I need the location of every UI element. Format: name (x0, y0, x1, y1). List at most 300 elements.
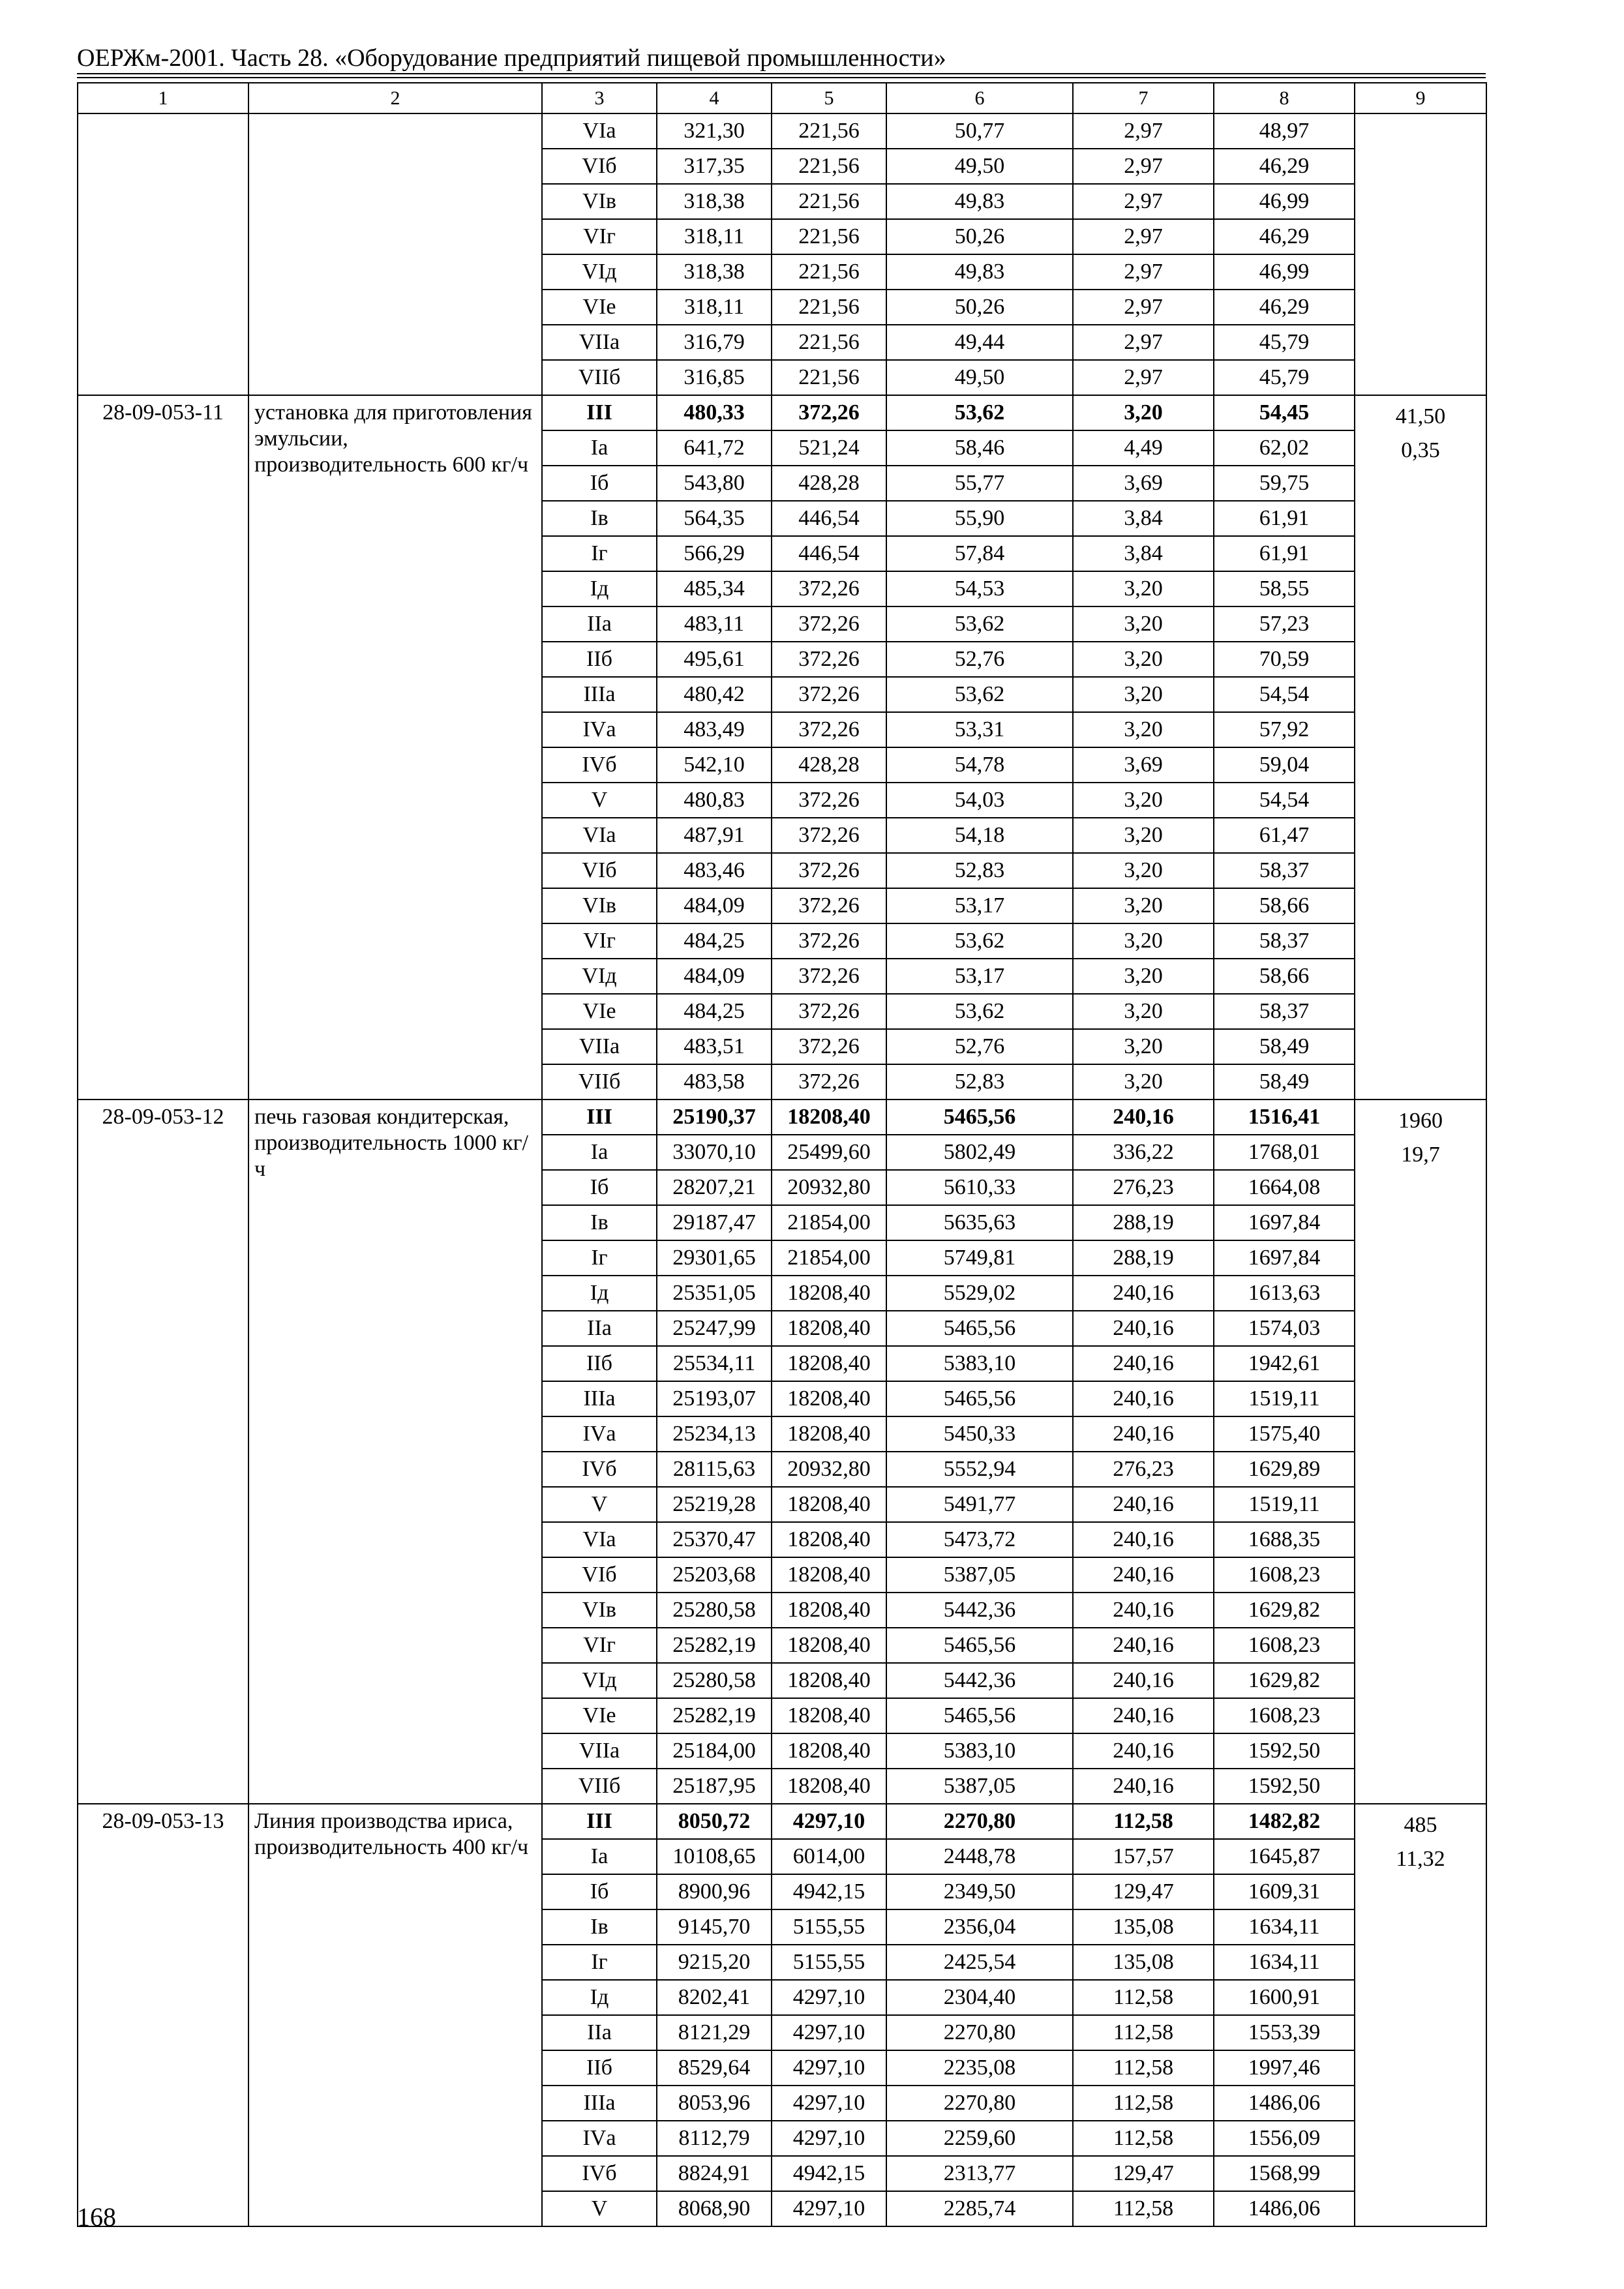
value-cell: 5465,56 (886, 1698, 1073, 1733)
resource-table (77, 82, 1487, 2227)
column-number: 3 (542, 83, 657, 113)
value-cell: 318,11 (657, 290, 772, 325)
zone-label: IIа (542, 1311, 657, 1346)
note-value: 1960 (1398, 1109, 1443, 1133)
rate-code: 28-09-053-13 (78, 1804, 248, 2226)
value-cell: 18208,40 (772, 1557, 886, 1593)
value-cell: 372,26 (772, 571, 886, 606)
notes-cell (1355, 1804, 1486, 2226)
value-cell: 5442,36 (886, 1593, 1073, 1628)
column-number: 4 (657, 83, 772, 113)
table-body (78, 83, 1486, 2226)
value-cell: 1608,23 (1214, 1557, 1355, 1593)
value-cell: 1942,61 (1214, 1346, 1355, 1381)
header-rule-top (77, 73, 1486, 74)
value-cell: 58,55 (1214, 571, 1355, 606)
value-cell: 25534,11 (657, 1346, 772, 1381)
value-cell: 53,17 (886, 959, 1073, 994)
value-cell: 58,46 (886, 430, 1073, 466)
value-cell: 50,77 (886, 113, 1073, 149)
table-row (78, 395, 1486, 430)
value-cell: 495,61 (657, 642, 772, 677)
header-rule-bottom (77, 77, 1486, 78)
value-cell: 112,58 (1073, 1980, 1214, 2015)
value-cell: 18208,40 (772, 1769, 886, 1804)
value-cell: 18208,40 (772, 1311, 886, 1346)
value-cell: 221,56 (772, 219, 886, 254)
zone-label: V (542, 783, 657, 818)
value-cell: 55,77 (886, 466, 1073, 501)
zone-label: IIа (542, 606, 657, 642)
value-cell: 2356,04 (886, 1909, 1073, 1945)
value-cell: 25184,00 (657, 1733, 772, 1769)
value-cell: 221,56 (772, 254, 886, 290)
value-cell: 18208,40 (772, 1628, 886, 1663)
value-cell: 483,51 (657, 1029, 772, 1064)
value-cell: 5465,56 (886, 1381, 1073, 1416)
value-cell: 3,84 (1073, 536, 1214, 571)
value-cell: 1629,89 (1214, 1452, 1355, 1487)
value-cell: 112,58 (1073, 1804, 1214, 1839)
value-cell: 8529,64 (657, 2050, 772, 2086)
value-cell: 3,20 (1073, 818, 1214, 853)
value-cell: 54,78 (886, 747, 1073, 783)
note-value: 41,50 (1395, 404, 1446, 428)
value-cell: 240,16 (1073, 1346, 1214, 1381)
value-cell: 641,72 (657, 430, 772, 466)
value-cell: 18208,40 (772, 1593, 886, 1628)
value-cell: 29301,65 (657, 1240, 772, 1276)
value-cell: 4297,10 (772, 1980, 886, 2015)
value-cell: 5450,33 (886, 1416, 1073, 1452)
value-cell: 5465,56 (886, 1100, 1073, 1135)
value-cell: 428,28 (772, 747, 886, 783)
value-cell: 61,91 (1214, 501, 1355, 536)
value-cell: 372,26 (772, 783, 886, 818)
zone-label: Iб (542, 1874, 657, 1909)
zone-label: IIIа (542, 1381, 657, 1416)
value-cell: 372,26 (772, 606, 886, 642)
value-cell: 48,97 (1214, 113, 1355, 149)
zone-label: VIб (542, 1557, 657, 1593)
value-cell: 372,26 (772, 818, 886, 853)
value-cell: 484,25 (657, 994, 772, 1029)
value-cell: 18208,40 (772, 1698, 886, 1733)
value-cell: 3,20 (1073, 712, 1214, 747)
value-cell: 318,38 (657, 254, 772, 290)
value-cell: 25190,37 (657, 1100, 772, 1135)
value-cell: 428,28 (772, 466, 886, 501)
value-cell: 25234,13 (657, 1416, 772, 1452)
value-cell: 240,16 (1073, 1522, 1214, 1557)
zone-label: VIе (542, 994, 657, 1029)
value-cell: 59,04 (1214, 747, 1355, 783)
value-cell: 484,09 (657, 959, 772, 994)
value-cell: 543,80 (657, 466, 772, 501)
value-cell: 321,30 (657, 113, 772, 149)
value-cell: 3,20 (1073, 959, 1214, 994)
value-cell: 446,54 (772, 536, 886, 571)
column-number: 6 (886, 83, 1073, 113)
value-cell: 1664,08 (1214, 1170, 1355, 1205)
value-cell: 3,20 (1073, 677, 1214, 712)
value-cell: 8112,79 (657, 2121, 772, 2156)
value-cell: 564,35 (657, 501, 772, 536)
zone-label: VIIб (542, 1769, 657, 1804)
zone-label: Iб (542, 1170, 657, 1205)
value-cell: 8068,90 (657, 2191, 772, 2226)
value-cell: 5635,63 (886, 1205, 1073, 1240)
value-cell: 58,49 (1214, 1064, 1355, 1100)
value-cell: 5610,33 (886, 1170, 1073, 1205)
zone-label: VIв (542, 888, 657, 923)
value-cell: 21854,00 (772, 1240, 886, 1276)
note-value: 0,35 (1401, 438, 1440, 462)
zone-label: Iг (542, 536, 657, 571)
value-cell: 221,56 (772, 325, 886, 360)
value-cell: 25499,60 (772, 1135, 886, 1170)
value-cell: 1519,11 (1214, 1487, 1355, 1522)
value-cell: 372,26 (772, 1029, 886, 1064)
value-cell: 46,29 (1214, 290, 1355, 325)
value-cell: 135,08 (1073, 1945, 1214, 1980)
value-cell: 1486,06 (1214, 2086, 1355, 2121)
zone-label: V (542, 1487, 657, 1522)
value-cell: 4297,10 (772, 2191, 886, 2226)
value-cell: 1556,09 (1214, 2121, 1355, 2156)
zone-label: VIа (542, 818, 657, 853)
zone-label: Iг (542, 1945, 657, 1980)
zone-label: VIIа (542, 325, 657, 360)
value-cell: 49,50 (886, 360, 1073, 395)
value-cell: 3,20 (1073, 923, 1214, 959)
value-cell: 1768,01 (1214, 1135, 1355, 1170)
value-cell: 25282,19 (657, 1628, 772, 1663)
value-cell: 50,26 (886, 219, 1073, 254)
value-cell: 3,20 (1073, 1064, 1214, 1100)
value-cell: 276,23 (1073, 1452, 1214, 1487)
value-cell: 25280,58 (657, 1593, 772, 1628)
zone-label: Iг (542, 1240, 657, 1276)
value-cell: 25280,58 (657, 1663, 772, 1698)
value-cell: 53,62 (886, 994, 1073, 1029)
value-cell: 1608,23 (1214, 1698, 1355, 1733)
zone-label: Iв (542, 1909, 657, 1945)
zone-label: III (542, 1100, 657, 1135)
value-cell: 49,83 (886, 254, 1073, 290)
value-cell: 1608,23 (1214, 1628, 1355, 1663)
zone-label: VIе (542, 290, 657, 325)
value-cell: 5383,10 (886, 1346, 1073, 1381)
value-cell: 25351,05 (657, 1276, 772, 1311)
notes-cell (1355, 1100, 1486, 1804)
value-cell: 28115,63 (657, 1452, 772, 1487)
value-cell: 240,16 (1073, 1487, 1214, 1522)
value-cell: 112,58 (1073, 2121, 1214, 2156)
value-cell: 28207,21 (657, 1170, 772, 1205)
value-cell: 3,20 (1073, 606, 1214, 642)
value-cell: 240,16 (1073, 1311, 1214, 1346)
value-cell: 372,26 (772, 677, 886, 712)
zone-label: Iв (542, 501, 657, 536)
value-cell: 18208,40 (772, 1487, 886, 1522)
zone-label: Iа (542, 1135, 657, 1170)
value-cell: 129,47 (1073, 2156, 1214, 2191)
value-cell: 288,19 (1073, 1205, 1214, 1240)
zone-label: IVа (542, 2121, 657, 2156)
value-cell: 240,16 (1073, 1100, 1214, 1135)
value-cell: 317,35 (657, 149, 772, 184)
value-cell: 3,84 (1073, 501, 1214, 536)
value-cell: 46,29 (1214, 149, 1355, 184)
rate-code: 28-09-053-11 (78, 395, 248, 1100)
value-cell: 480,42 (657, 677, 772, 712)
value-cell: 4297,10 (772, 1804, 886, 1839)
value-cell: 53,31 (886, 712, 1073, 747)
value-cell: 18208,40 (772, 1381, 886, 1416)
value-cell: 53,62 (886, 606, 1073, 642)
zone-label: VIIб (542, 360, 657, 395)
value-cell: 45,79 (1214, 360, 1355, 395)
value-cell: 54,54 (1214, 677, 1355, 712)
value-cell: 58,66 (1214, 888, 1355, 923)
value-cell: 3,20 (1073, 994, 1214, 1029)
value-cell: 57,23 (1214, 606, 1355, 642)
value-cell: 54,18 (886, 818, 1073, 853)
value-cell: 54,53 (886, 571, 1073, 606)
value-cell: 288,19 (1073, 1240, 1214, 1276)
value-cell: 4297,10 (772, 2086, 886, 2121)
zone-label: VIд (542, 254, 657, 290)
value-cell: 1609,31 (1214, 1874, 1355, 1909)
value-cell: 1688,35 (1214, 1522, 1355, 1557)
value-cell: 1613,63 (1214, 1276, 1355, 1311)
value-cell: 54,54 (1214, 783, 1355, 818)
value-cell: 2285,74 (886, 2191, 1073, 2226)
zone-label: Iд (542, 1980, 657, 2015)
value-cell: 54,45 (1214, 395, 1355, 430)
value-cell: 240,16 (1073, 1663, 1214, 1698)
value-cell: 1486,06 (1214, 2191, 1355, 2226)
zone-label: Iд (542, 1276, 657, 1311)
value-cell: 2259,60 (886, 2121, 1073, 2156)
value-cell: 316,79 (657, 325, 772, 360)
zone-label: Iб (542, 466, 657, 501)
table-row (78, 1804, 1486, 1839)
value-cell: 8824,91 (657, 2156, 772, 2191)
value-cell: 1516,41 (1214, 1100, 1355, 1135)
zone-label: VIг (542, 923, 657, 959)
zone-label: IVа (542, 712, 657, 747)
notes-cell (1355, 395, 1486, 1100)
zone-label: VIв (542, 1593, 657, 1628)
zone-label: VIг (542, 1628, 657, 1663)
value-cell: 129,47 (1073, 1874, 1214, 1909)
value-cell: 45,79 (1214, 325, 1355, 360)
value-cell: 221,56 (772, 290, 886, 325)
column-number: 5 (772, 83, 886, 113)
notes-cell (1355, 113, 1486, 395)
value-cell: 1482,82 (1214, 1804, 1355, 1839)
value-cell: 2,97 (1073, 325, 1214, 360)
value-cell: 9215,20 (657, 1945, 772, 1980)
table-row (78, 1100, 1486, 1135)
value-cell: 8121,29 (657, 2015, 772, 2050)
note-value: 485 (1404, 1813, 1437, 1837)
value-cell: 3,20 (1073, 642, 1214, 677)
value-cell: 49,50 (886, 149, 1073, 184)
value-cell: 52,76 (886, 1029, 1073, 1064)
value-cell: 566,29 (657, 536, 772, 571)
value-cell: 25219,28 (657, 1487, 772, 1522)
value-cell: 483,11 (657, 606, 772, 642)
value-cell: 5465,56 (886, 1311, 1073, 1346)
value-cell: 1574,03 (1214, 1311, 1355, 1346)
value-cell: 480,83 (657, 783, 772, 818)
zone-label: VIIб (542, 1064, 657, 1100)
value-cell: 1629,82 (1214, 1593, 1355, 1628)
zone-label: IVа (542, 1416, 657, 1452)
value-cell: 52,83 (886, 853, 1073, 888)
value-cell: 240,16 (1073, 1557, 1214, 1593)
document-header: ОЕРЖм-2001. Часть 28. «Оборудование предприятий пищевой промышленности» (77, 44, 946, 72)
value-cell: 4942,15 (772, 1874, 886, 1909)
value-cell: 5491,77 (886, 1487, 1073, 1522)
zone-label: IIIа (542, 677, 657, 712)
value-cell: 372,26 (772, 642, 886, 677)
value-cell: 316,85 (657, 360, 772, 395)
value-cell: 57,84 (886, 536, 1073, 571)
value-cell: 372,26 (772, 959, 886, 994)
value-cell: 372,26 (772, 923, 886, 959)
value-cell: 18208,40 (772, 1416, 886, 1452)
value-cell: 276,23 (1073, 1170, 1214, 1205)
value-cell: 112,58 (1073, 2015, 1214, 2050)
value-cell: 3,20 (1073, 395, 1214, 430)
zone-label: IIIа (542, 2086, 657, 2121)
zone-label: IIб (542, 2050, 657, 2086)
value-cell: 5749,81 (886, 1240, 1073, 1276)
value-cell: 5387,05 (886, 1557, 1073, 1593)
value-cell: 2,97 (1073, 149, 1214, 184)
value-cell: 8202,41 (657, 1980, 772, 2015)
value-cell: 112,58 (1073, 2086, 1214, 2121)
zone-label: IIа (542, 2015, 657, 2050)
page-number: 168 (77, 2202, 116, 2232)
value-cell: 4942,15 (772, 2156, 886, 2191)
value-cell: 18208,40 (772, 1663, 886, 1698)
column-number: 9 (1355, 83, 1486, 113)
value-cell: 372,26 (772, 1064, 886, 1100)
value-cell: 157,57 (1073, 1839, 1214, 1874)
zone-label: III (542, 1804, 657, 1839)
value-cell: 3,20 (1073, 853, 1214, 888)
value-cell: 1600,91 (1214, 1980, 1355, 2015)
value-cell: 2,97 (1073, 184, 1214, 219)
value-cell: 221,56 (772, 184, 886, 219)
column-number: 2 (248, 83, 542, 113)
value-cell: 18208,40 (772, 1276, 886, 1311)
value-cell: 2,97 (1073, 290, 1214, 325)
value-cell: 4297,10 (772, 2050, 886, 2086)
value-cell: 221,56 (772, 149, 886, 184)
value-cell: 372,26 (772, 712, 886, 747)
value-cell: 52,83 (886, 1064, 1073, 1100)
value-cell: 3,20 (1073, 571, 1214, 606)
value-cell: 336,22 (1073, 1135, 1214, 1170)
value-cell: 70,59 (1214, 642, 1355, 677)
value-cell: 46,29 (1214, 219, 1355, 254)
value-cell: 53,62 (886, 923, 1073, 959)
value-cell: 5802,49 (886, 1135, 1073, 1170)
value-cell: 2,97 (1073, 254, 1214, 290)
equipment-name: установка для приготовления эмульсии, производительность 600 кг/ч (248, 395, 542, 1100)
zone-label: IIб (542, 642, 657, 677)
value-cell: 4297,10 (772, 2015, 886, 2050)
value-cell: 8053,96 (657, 2086, 772, 2121)
value-cell: 1629,82 (1214, 1663, 1355, 1698)
value-cell: 112,58 (1073, 2191, 1214, 2226)
value-cell: 25187,95 (657, 1769, 772, 1804)
value-cell: 2,97 (1073, 113, 1214, 149)
zone-label: III (542, 395, 657, 430)
value-cell: 2425,54 (886, 1945, 1073, 1980)
value-cell: 8900,96 (657, 1874, 772, 1909)
zone-label: IIб (542, 1346, 657, 1381)
value-cell: 3,20 (1073, 1029, 1214, 1064)
value-cell: 58,37 (1214, 853, 1355, 888)
value-cell: 58,37 (1214, 994, 1355, 1029)
equipment-name: Линия производства ириса, производительность 400 кг/ч (248, 1804, 542, 2226)
value-cell: 5442,36 (886, 1663, 1073, 1698)
value-cell: 57,92 (1214, 712, 1355, 747)
value-cell: 25193,07 (657, 1381, 772, 1416)
value-cell: 372,26 (772, 853, 886, 888)
zone-label: VIб (542, 853, 657, 888)
value-cell: 58,37 (1214, 923, 1355, 959)
value-cell: 521,24 (772, 430, 886, 466)
rate-code (78, 113, 248, 395)
value-cell: 50,26 (886, 290, 1073, 325)
value-cell: 53,62 (886, 395, 1073, 430)
value-cell: 55,90 (886, 501, 1073, 536)
value-cell: 5552,94 (886, 1452, 1073, 1487)
value-cell: 1592,50 (1214, 1769, 1355, 1804)
zone-label: IVб (542, 1452, 657, 1487)
value-cell: 372,26 (772, 994, 886, 1029)
zone-label: VIе (542, 1698, 657, 1733)
column-number: 8 (1214, 83, 1355, 113)
column-number-row (78, 83, 1486, 113)
value-cell: 54,03 (886, 783, 1073, 818)
value-cell: 5529,02 (886, 1276, 1073, 1311)
value-cell: 483,46 (657, 853, 772, 888)
value-cell: 240,16 (1073, 1628, 1214, 1663)
value-cell: 1568,99 (1214, 2156, 1355, 2191)
value-cell: 135,08 (1073, 1909, 1214, 1945)
value-cell: 3,69 (1073, 466, 1214, 501)
value-cell: 5465,56 (886, 1628, 1073, 1663)
value-cell: 33070,10 (657, 1135, 772, 1170)
value-cell: 240,16 (1073, 1593, 1214, 1628)
zone-label: V (542, 2191, 657, 2226)
value-cell: 372,26 (772, 888, 886, 923)
zone-label: VIд (542, 959, 657, 994)
value-cell: 25203,68 (657, 1557, 772, 1593)
value-cell: 9145,70 (657, 1909, 772, 1945)
value-cell: 20932,80 (772, 1170, 886, 1205)
zone-label: IVб (542, 747, 657, 783)
